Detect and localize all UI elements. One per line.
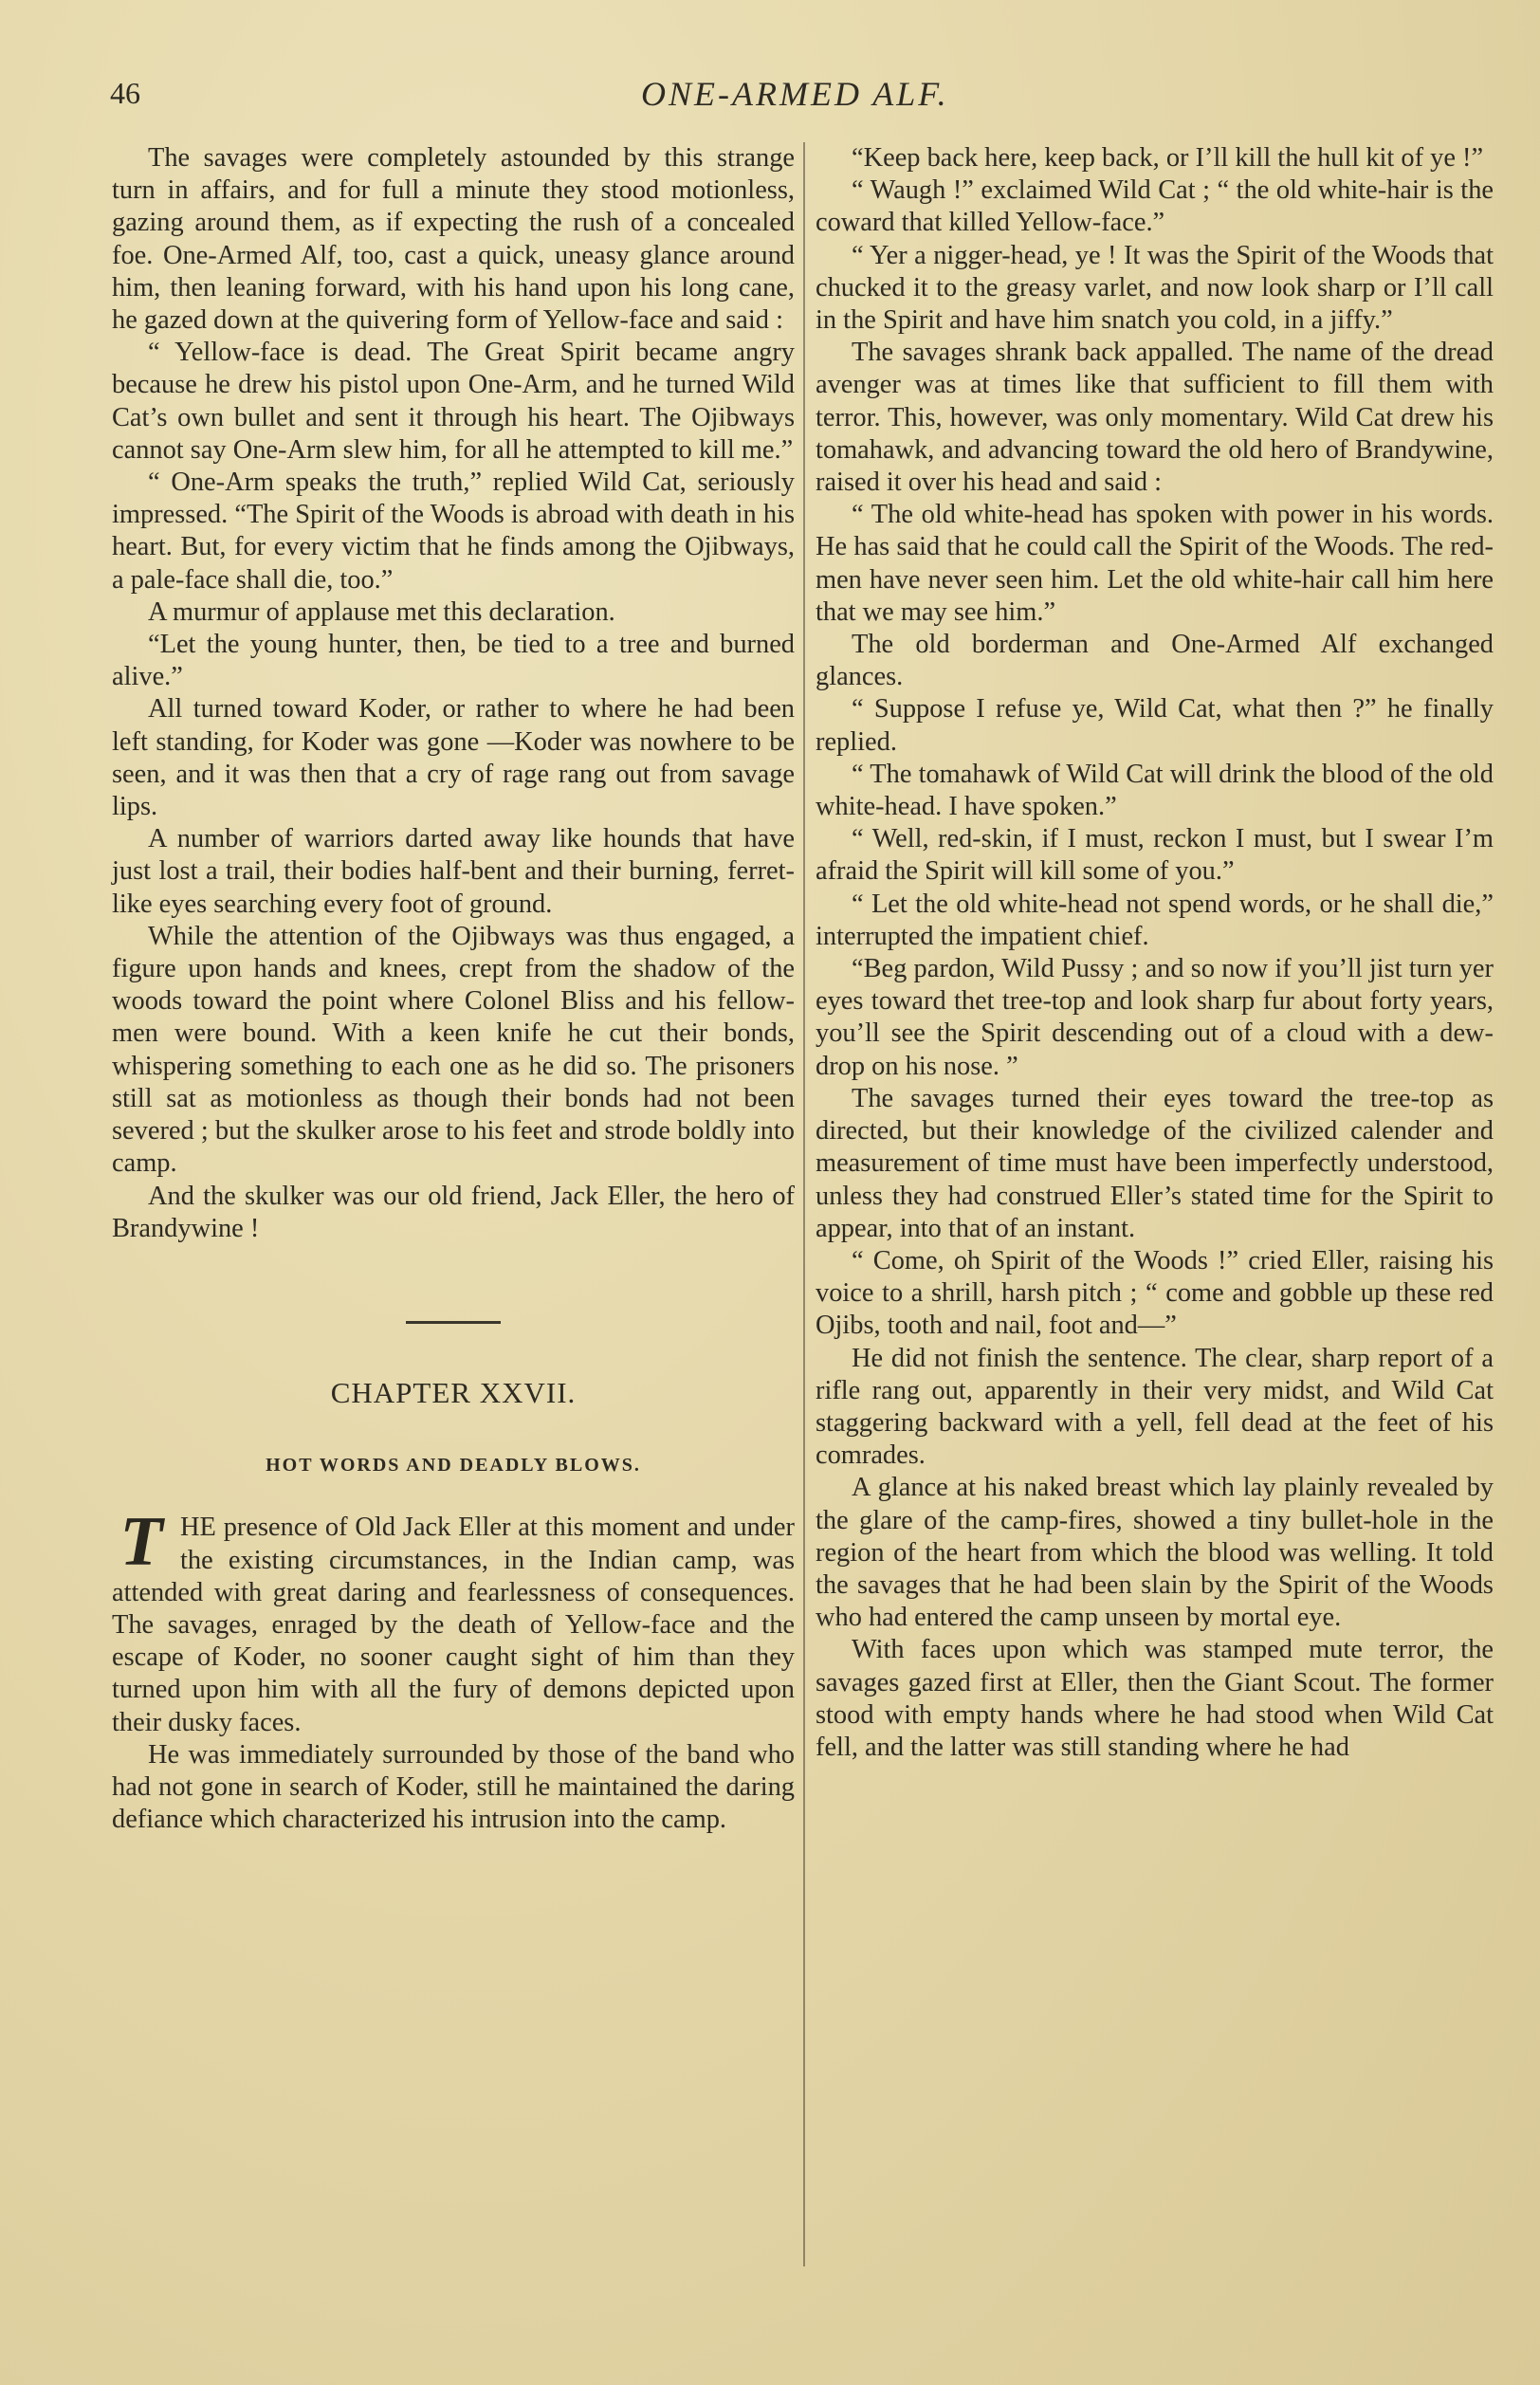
chapter-title: CHAPTER XXVII. [330, 1375, 577, 1409]
page-header [110, 70, 1494, 127]
paragraph: “ Well, red-skin, if I must, reckon I must, but I swear I’m afraid the Spirit will kill some of you.” [816, 824, 1494, 887]
column-divider [803, 142, 805, 2266]
running-title: ONE-ARMED ALF. [641, 75, 949, 113]
paragraph: The savages were completely astounded by this strange turn in affairs, and for full a minute they stood motionless, gazing around them, as if expecting the rush of a concealed foe. One-Armed Alf, too, cast a quick, uneasy glance around him, then leaning forward, with his hand upon his long cane, he gazed down at the quivering form of Yellow-face and said : [112, 143, 795, 336]
chapter-first-paragraph [112, 1503, 795, 1738]
paragraph: “ The old white-head has spoken with power in his words. He has said that he could call the Spirit of the Woods. The red-men have never seen him. Let the old white-hair call him here that we may see him.” [816, 500, 1494, 627]
paragraph: He was immediately surrounded by those of the band who had not gone in search of Koder, still he maintained the daring defiance which characterized his intrusion into the camp. [112, 1739, 795, 1835]
paragraph: “ Waugh !” exclaimed Wild Cat ; “ the old white-hair is the coward that killed Yellow-face.” [816, 175, 1494, 238]
paragraph: With faces upon which was stamped mute terror, the savages gazed first at Eller, then the Giant Scout. The former stood with empty hands where he had stood when Wild Cat fell, and the latter was still standing where he had [816, 1635, 1494, 1762]
paragraph: “ Yer a nigger-head, ye ! It was the Spirit of the Woods that chucked it to the greasy varlet, and now look sharp or I’ll call in the Spirit and have him snatch you cold, in a jiffy.” [816, 240, 1494, 336]
paragraph: All turned toward Koder, or rather to where he had been left standing, for Koder was gone —Koder was nowhere to be seen, and it was then that a cry of rage rang out from savage lips. [112, 694, 795, 822]
paragraph: A glance at his naked breast which lay plainly revealed by the glare of the camp-fires, showed a tiny bullet-hole in the region of the heart from which the blood was welling. It told the savages that he had been slain by the Spirit of the Woods who had entered the camp unseen by mortal eye. [816, 1473, 1494, 1633]
paragraph: “ Suppose I refuse ye, Wild Cat, what then ?” he finally replied. [816, 694, 1494, 757]
first-paragraph-text: HE presence of Old Jack Eller at this moment and under the existing circumstances, in the Indian camp, was attended with great daring and fearlessness of consequences. The savages, enraged by the death of Yellow-face and the escape of Koder, no sooner caught sight of him than they turned upon him with all the fury of demons depicted upon their dusky faces. [112, 1513, 795, 1737]
paragraph: The savages shrank back appalled. The name of the dread avenger was at times like that sufficient to fill them with terror. This, however, was only momentary. Wild Cat drew his tomahawk, and advancing toward the old hero of Brandywine, raised it over his head and said : [816, 338, 1494, 498]
paragraph: “Let the young hunter, then, be tied to a tree and burned alive.” [112, 630, 795, 692]
paragraph: “ One-Arm speaks the truth,” replied Wild Cat, seriously impressed. “The Spirit of the Woods is abroad with death in his heart. But, for every victim that he finds among the Ojibways, a pale-face shall die, too.” [112, 468, 795, 595]
drop-cap: T [119, 1503, 163, 1582]
chapter-subtitle: HOT WORDS AND DEADLY BLOWS. [266, 1455, 641, 1477]
paragraph: “Keep back here, keep back, or I’ll kill the hull kit of ye !” [852, 143, 1484, 173]
chapter-separator-rule [406, 1321, 501, 1324]
paragraph: “ The tomahawk of Wild Cat will drink the blood of the old white-head. I have spoken.” [816, 759, 1494, 822]
paragraph: The savages turned their eyes toward the tree-top as directed, but their knowledge of the civilized calender and measurement of time must have been imperfectly understood, unless they had construed Eller’s stated time for the Spirit to appear, into that of an instant. [816, 1083, 1494, 1243]
paragraph: “ Let the old white-head not spend words, or he shall die,” interrupted the impatient chief. [816, 889, 1494, 951]
right-column [816, 142, 1494, 1764]
paragraph: A murmur of applause met this declaration. [148, 596, 615, 627]
paragraph: “Beg pardon, Wild Pussy ; and so now if you’ll jist turn yer eyes toward thet tree-top and look sharp fur about forty years, you’ll see the Spirit descending out of a cloud with a dew-drop on his nose. ” [816, 954, 1494, 1081]
paragraph: “ Come, oh Spirit of the Woods !” cried Eller, raising his voice to a shrill, harsh pitch ; “ come and gobble up these red Ojibs, tooth and nail, foot and—” [816, 1245, 1494, 1341]
page-number: 46 [110, 76, 140, 110]
paragraph: “ Yellow-face is dead. The Great Spirit became angry because he drew his pistol upon One-Arm, and he turned Wild Cat’s own bullet and sent it through his heart. The Ojibways cannot say One-Arm slew him, for all he attempted to kill me.” [112, 338, 795, 465]
paragraph: While the attention of the Ojibways was thus engaged, a figure upon hands and knees, crept from the shadow of the woods toward the point where Colonel Bliss and his fellow-men were bound. With a keen knife he cut their bonds, whispering something to each one as he did so. The prisoners still sat as motionless as though their bonds had not been severed ; but the skulker arose to his feet and strode boldly into camp. [112, 921, 795, 1179]
paragraph: A number of warriors darted away like hounds that have just lost a trail, their bodies half-bent and their burning, ferret-like eyes searching every foot of ground. [112, 824, 795, 919]
paragraph: The old borderman and One-Armed Alf exchanged glances. [816, 630, 1494, 692]
left-column [112, 142, 795, 1836]
paragraph: And the skulker was our old friend, Jack Eller, the hero of Brandywine ! [112, 1181, 795, 1243]
paragraph: He did not finish the sentence. The clear, sharp report of a rifle rang out, apparently in their very midst, and Wild Cat staggering backward with a yell, fell dead at the feet of his comrades. [816, 1343, 1494, 1471]
